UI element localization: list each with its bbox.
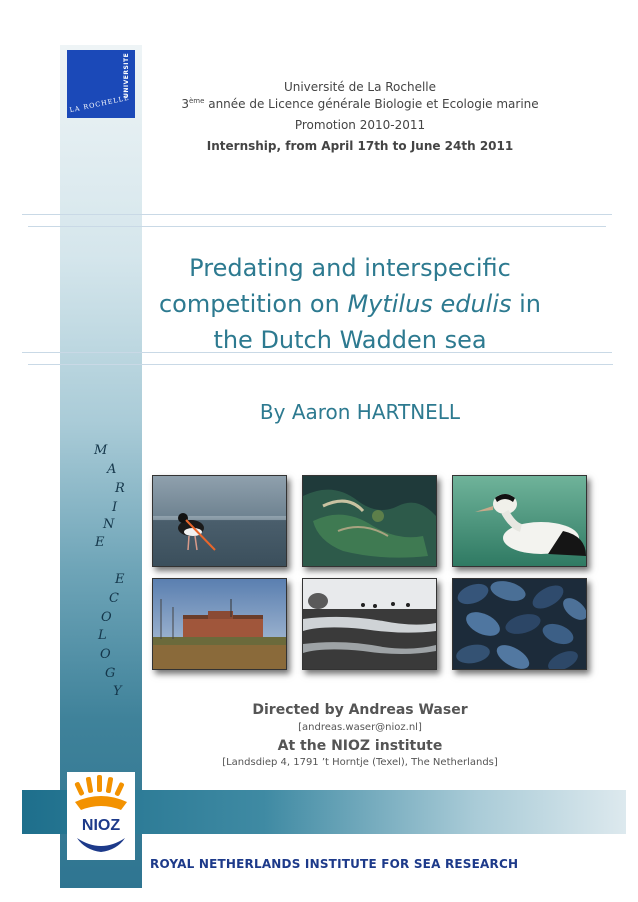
vertical-letter-o: O [101,610,112,625]
photo-satellite-island [302,475,437,567]
document-title [150,250,550,358]
universite-la-rochelle-logo [67,50,135,118]
vertical-letter-c: C [109,591,119,606]
species-name: Mytilus edulis [347,290,512,318]
title-line-2 [150,286,550,322]
vertical-letter-m: M [94,443,108,458]
rule-top-2 [28,226,606,227]
logo-la-rochelle-text: LA ROCHELLE [68,93,131,115]
university-name: Université de La Rochelle [283,80,437,94]
degree-name: année de Licence générale Biologie et Ecologie marine [204,97,539,111]
vertical-letter-e2: E [115,572,125,587]
title-line-2-pre: competition on [158,290,348,318]
degree-year-sup: ème [188,97,205,105]
photo-eider-duck [452,475,587,567]
internship-dates: Internship, from April 17th to June 24th 2011 [206,139,514,153]
vertical-letter-i: I [112,500,118,515]
vertical-letter-e: E [95,535,105,550]
photo-nioz-building [152,578,287,670]
photo-oystercatcher [152,475,287,567]
author-name: By Aaron HARTNELL [259,400,461,424]
vertical-letter-a: A [107,462,117,477]
degree-line [150,97,570,111]
promotion-line: Promotion 2010-2011 [294,118,426,132]
vertical-letter-r: R [115,481,125,496]
nioz-logo-text: NIOZ [81,817,121,834]
logo-universite-text: UNIVERSITE [123,52,130,98]
title-line-3: the Dutch Wadden sea [213,326,487,354]
rule-top-1 [22,214,612,215]
title-line-1: Predating and interspecific [189,254,511,282]
vertical-letter-y: Y [113,684,122,699]
title-line-2-post: in [511,290,542,318]
photo-mussels [452,578,587,670]
degree-year-number: 3 [181,97,189,111]
vertical-letter-l: L [98,628,107,643]
vertical-letter-n: N [103,517,115,532]
vertical-letter-g: G [105,666,116,681]
supervisor-email: [andreas.waser@nioz.nl] [298,722,422,733]
supervisor-line: Directed by Andreas Waser [252,702,468,718]
rule-bottom-2 [28,364,613,365]
nioz-logo [67,772,135,860]
left-decorative-band [60,45,142,888]
vertical-letter-o2: O [100,647,111,662]
institute-address: [Landsdiep 4, 1791 ’t Horntje (Texel), The Netherlands] [222,757,498,768]
institute-full-name: ROYAL NETHERLANDS INSTITUTE FOR SEA RESEARCH [150,857,519,871]
institute-line: At the NIOZ institute [277,738,443,754]
photo-mudflat-birds [302,578,437,670]
